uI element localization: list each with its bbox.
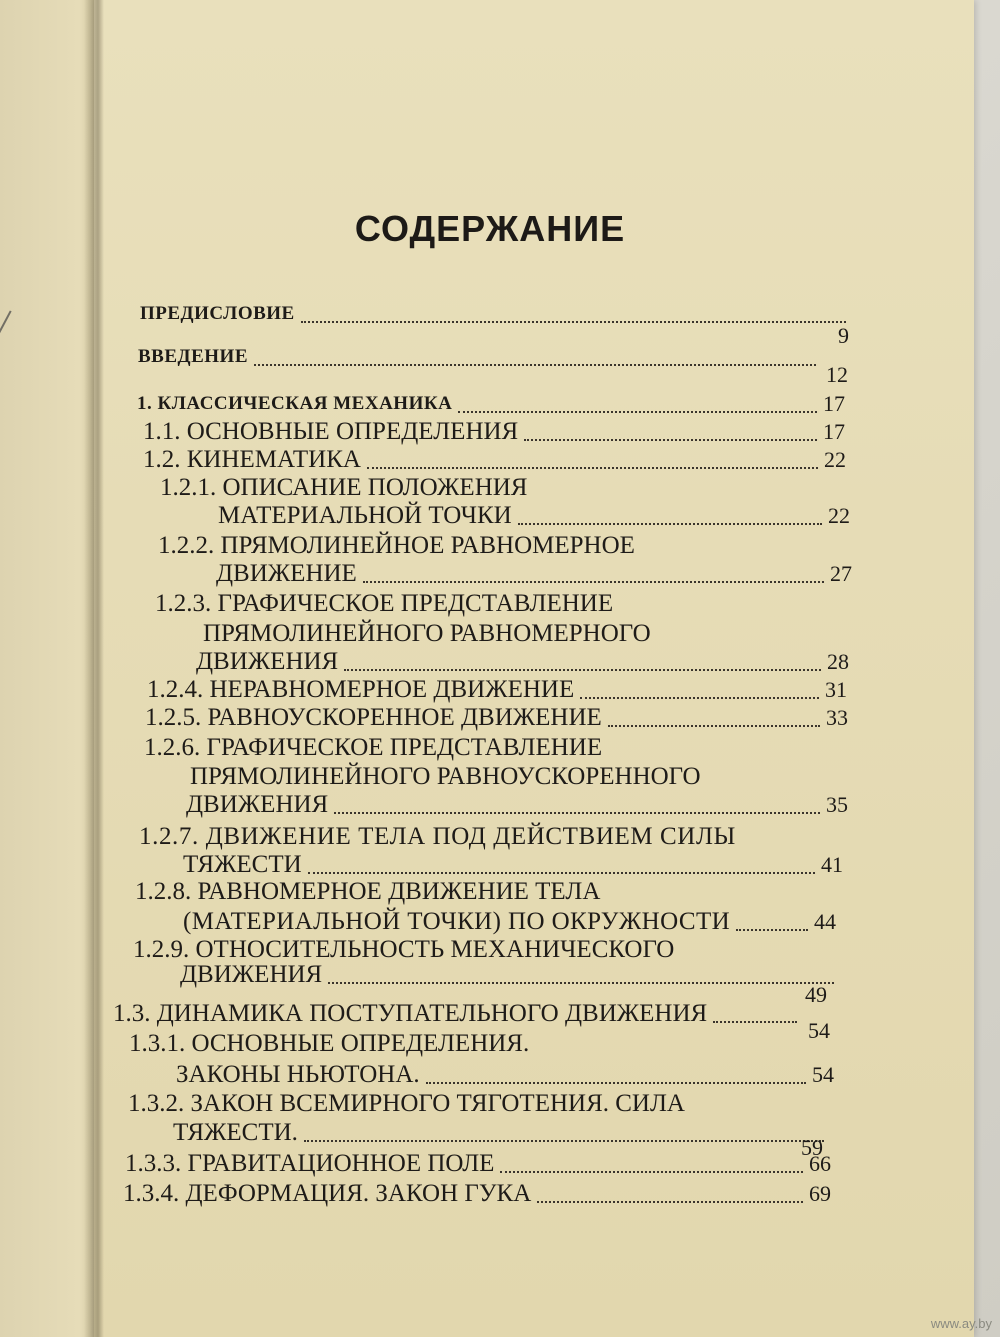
leader-dots <box>608 725 820 727</box>
toc-entry-1-2-1-line1[interactable]: 1.2.1. ОПИСАНИЕ ПОЛОЖЕНИЯ <box>160 474 528 501</box>
toc-entry-1-3-2[interactable] <box>173 1119 830 1147</box>
leader-dots <box>304 1140 824 1142</box>
toc-entry-page: 22 <box>828 503 850 528</box>
toc-entry-1-2[interactable] <box>143 446 846 474</box>
toc-entry-1-2-7-line1[interactable]: 1.2.7. ДВИЖЕНИЕ ТЕЛА ПОД ДЕЙСТВИЕМ СИЛЫ <box>139 823 736 850</box>
leader-dots <box>426 1082 806 1084</box>
toc-entry-label-cont: ТЯЖЕСТИ. <box>173 1119 298 1146</box>
toc-entry-page: 27 <box>830 561 852 586</box>
toc-entry-label-cont: ЗАКОНЫ НЬЮТОНА. <box>176 1061 420 1088</box>
leader-dots <box>736 929 808 931</box>
leader-dots <box>518 523 822 525</box>
leader-dots <box>367 467 818 469</box>
toc-entry-1-2-5[interactable] <box>145 704 848 732</box>
toc-entry-label: ПРЕДИСЛОВИЕ <box>140 303 295 324</box>
toc-entry-label-cont: ДВИЖЕНИЯ <box>180 961 323 988</box>
toc-entry-1-3-1[interactable] <box>176 1061 834 1089</box>
leader-dots <box>537 1201 803 1203</box>
toc-entry-label: 1.1. ОСНОВНЫЕ ОПРЕДЕЛЕНИЯ <box>143 418 519 445</box>
toc-entry-page: 22 <box>824 447 846 472</box>
toc-entry-label: 1.2.4. НЕРАВНОМЕРНОЕ ДВИЖЕНИЕ <box>147 676 575 703</box>
toc-entry-label-cont: ТЯЖЕСТИ <box>183 851 302 878</box>
toc-entry-1-3-4[interactable] <box>123 1180 831 1208</box>
toc-entry-1-2-2-line1[interactable]: 1.2.2. ПРЯМОЛИНЕЙНОЕ РАВНОМЕРНОЕ <box>158 532 635 559</box>
toc-entry-page: 44 <box>814 909 836 934</box>
toc-entry-page: 59 <box>801 1135 823 1160</box>
leader-dots <box>500 1171 803 1173</box>
toc-entry-preface[interactable] <box>140 300 852 328</box>
toc-entry-1-1[interactable] <box>143 418 845 446</box>
toc-entry-1-3-3[interactable] <box>125 1150 831 1178</box>
toc-entry-1-2-9-line1[interactable]: 1.2.9. ОТНОСИТЕЛЬНОСТЬ МЕХАНИЧЕСКОГО <box>133 936 675 963</box>
page-title: СОДЕРЖАНИЕ <box>354 208 626 249</box>
toc-entry-page: 9 <box>838 323 849 348</box>
toc-entry-1-2-9[interactable] <box>180 961 840 989</box>
watermark: www.ay.by <box>930 1316 992 1331</box>
toc-entry-1-3-1-line1[interactable]: 1.3.1. ОСНОВНЫЕ ОПРЕДЕЛЕНИЯ. <box>129 1030 530 1057</box>
toc-entry-1-2-3[interactable] <box>196 648 849 676</box>
toc-entry-introduction[interactable] <box>138 343 822 371</box>
toc-entry-1-2-3-line2: ПРЯМОЛИНЕЙНОГО РАВНОМЕРНОГО <box>203 620 651 647</box>
leader-dots <box>458 411 817 413</box>
toc-entry-1-2-8[interactable] <box>183 908 836 936</box>
leader-dots <box>308 872 815 874</box>
toc-entry-page: 35 <box>826 792 848 817</box>
leader-dots <box>580 697 819 699</box>
toc-entry-label: 1.3.3. ГРАВИТАЦИОННОЕ ПОЛЕ <box>125 1150 495 1177</box>
toc-entry-label-cont: МАТЕРИАЛЬНОЙ ТОЧКИ <box>218 502 512 529</box>
toc-entry-page: 33 <box>826 705 848 730</box>
toc-entry-label: 1.3. ДИНАМИКА ПОСТУПАТЕЛЬНОГО ДВИЖЕНИЯ <box>113 1000 708 1027</box>
leader-dots <box>713 1021 797 1023</box>
toc-entry-page: 17 <box>823 419 845 444</box>
toc-entry-1-2-3-line1[interactable]: 1.2.3. ГРАФИЧЕСКОЕ ПРЕДСТАВЛЕНИЕ <box>155 590 614 617</box>
toc-entry-label-cont: (МАТЕРИАЛЬНОЙ ТОЧКИ) ПО ОКРУЖНОСТИ <box>183 908 731 935</box>
toc-entry-page: 66 <box>809 1151 831 1176</box>
toc-entry-1-2-4[interactable] <box>147 676 847 704</box>
toc-entry-page: 49 <box>805 982 827 1007</box>
leader-dots <box>328 982 834 984</box>
toc-entry-chapter-1[interactable] <box>137 390 845 418</box>
toc-entry-label: 1. КЛАССИЧЕСКАЯ МЕХАНИКА <box>137 393 453 414</box>
toc-entry-page: 69 <box>809 1181 831 1206</box>
leader-dots <box>344 669 821 671</box>
toc-entry-label: 1.2.5. РАВНОУСКОРЕННОЕ ДВИЖЕНИЕ <box>145 704 602 731</box>
toc-entry-label-cont: ДВИЖЕНИЕ <box>216 560 357 587</box>
toc-entry-label: 1.2. КИНЕМАТИКА <box>143 446 361 473</box>
toc-entry-1-3-2-line1[interactable]: 1.3.2. ЗАКОН ВСЕМИРНОГО ТЯГОТЕНИЯ. СИЛА <box>128 1090 685 1117</box>
toc-entry-page: 17 <box>823 391 845 416</box>
toc-entry-1-2-6-line1[interactable]: 1.2.6. ГРАФИЧЕСКОЕ ПРЕДСТАВЛЕНИЕ <box>144 734 603 761</box>
leader-dots <box>363 581 824 583</box>
toc-entry-label-cont: ДВИЖЕНИЯ <box>186 791 329 818</box>
toc-entry-1-2-6-line2: ПРЯМОЛИНЕЙНОГО РАВНОУСКОРЕННОГО <box>190 763 701 790</box>
toc-entry-page: 54 <box>812 1062 834 1087</box>
leader-dots <box>301 321 846 323</box>
toc-entry-page: 12 <box>826 362 848 387</box>
toc-entry-page: 54 <box>808 1018 830 1043</box>
leader-dots <box>524 439 817 441</box>
toc-entry-1-2-8-line1[interactable]: 1.2.8. РАВНОМЕРНОЕ ДВИЖЕНИЕ ТЕЛА <box>135 878 601 905</box>
toc-entry-page: 41 <box>821 852 843 877</box>
toc-entry-1-2-1[interactable] <box>218 502 850 530</box>
leader-dots <box>334 812 820 814</box>
toc-entry-1-2-6[interactable] <box>186 791 848 819</box>
toc-entry-1-3[interactable] <box>113 1000 803 1028</box>
toc-entry-label-cont: ДВИЖЕНИЯ <box>196 648 339 675</box>
toc-entry-page: 28 <box>827 649 849 674</box>
toc-entry-label: 1.3.4. ДЕФОРМАЦИЯ. ЗАКОН ГУКА <box>123 1180 532 1207</box>
toc-entry-label: ВВЕДЕНИЕ <box>138 346 248 367</box>
toc-entry-1-2-7[interactable] <box>183 851 843 879</box>
leader-dots <box>254 364 816 366</box>
toc-entry-page: 31 <box>825 677 847 702</box>
toc-entry-1-2-2[interactable] <box>216 560 852 588</box>
